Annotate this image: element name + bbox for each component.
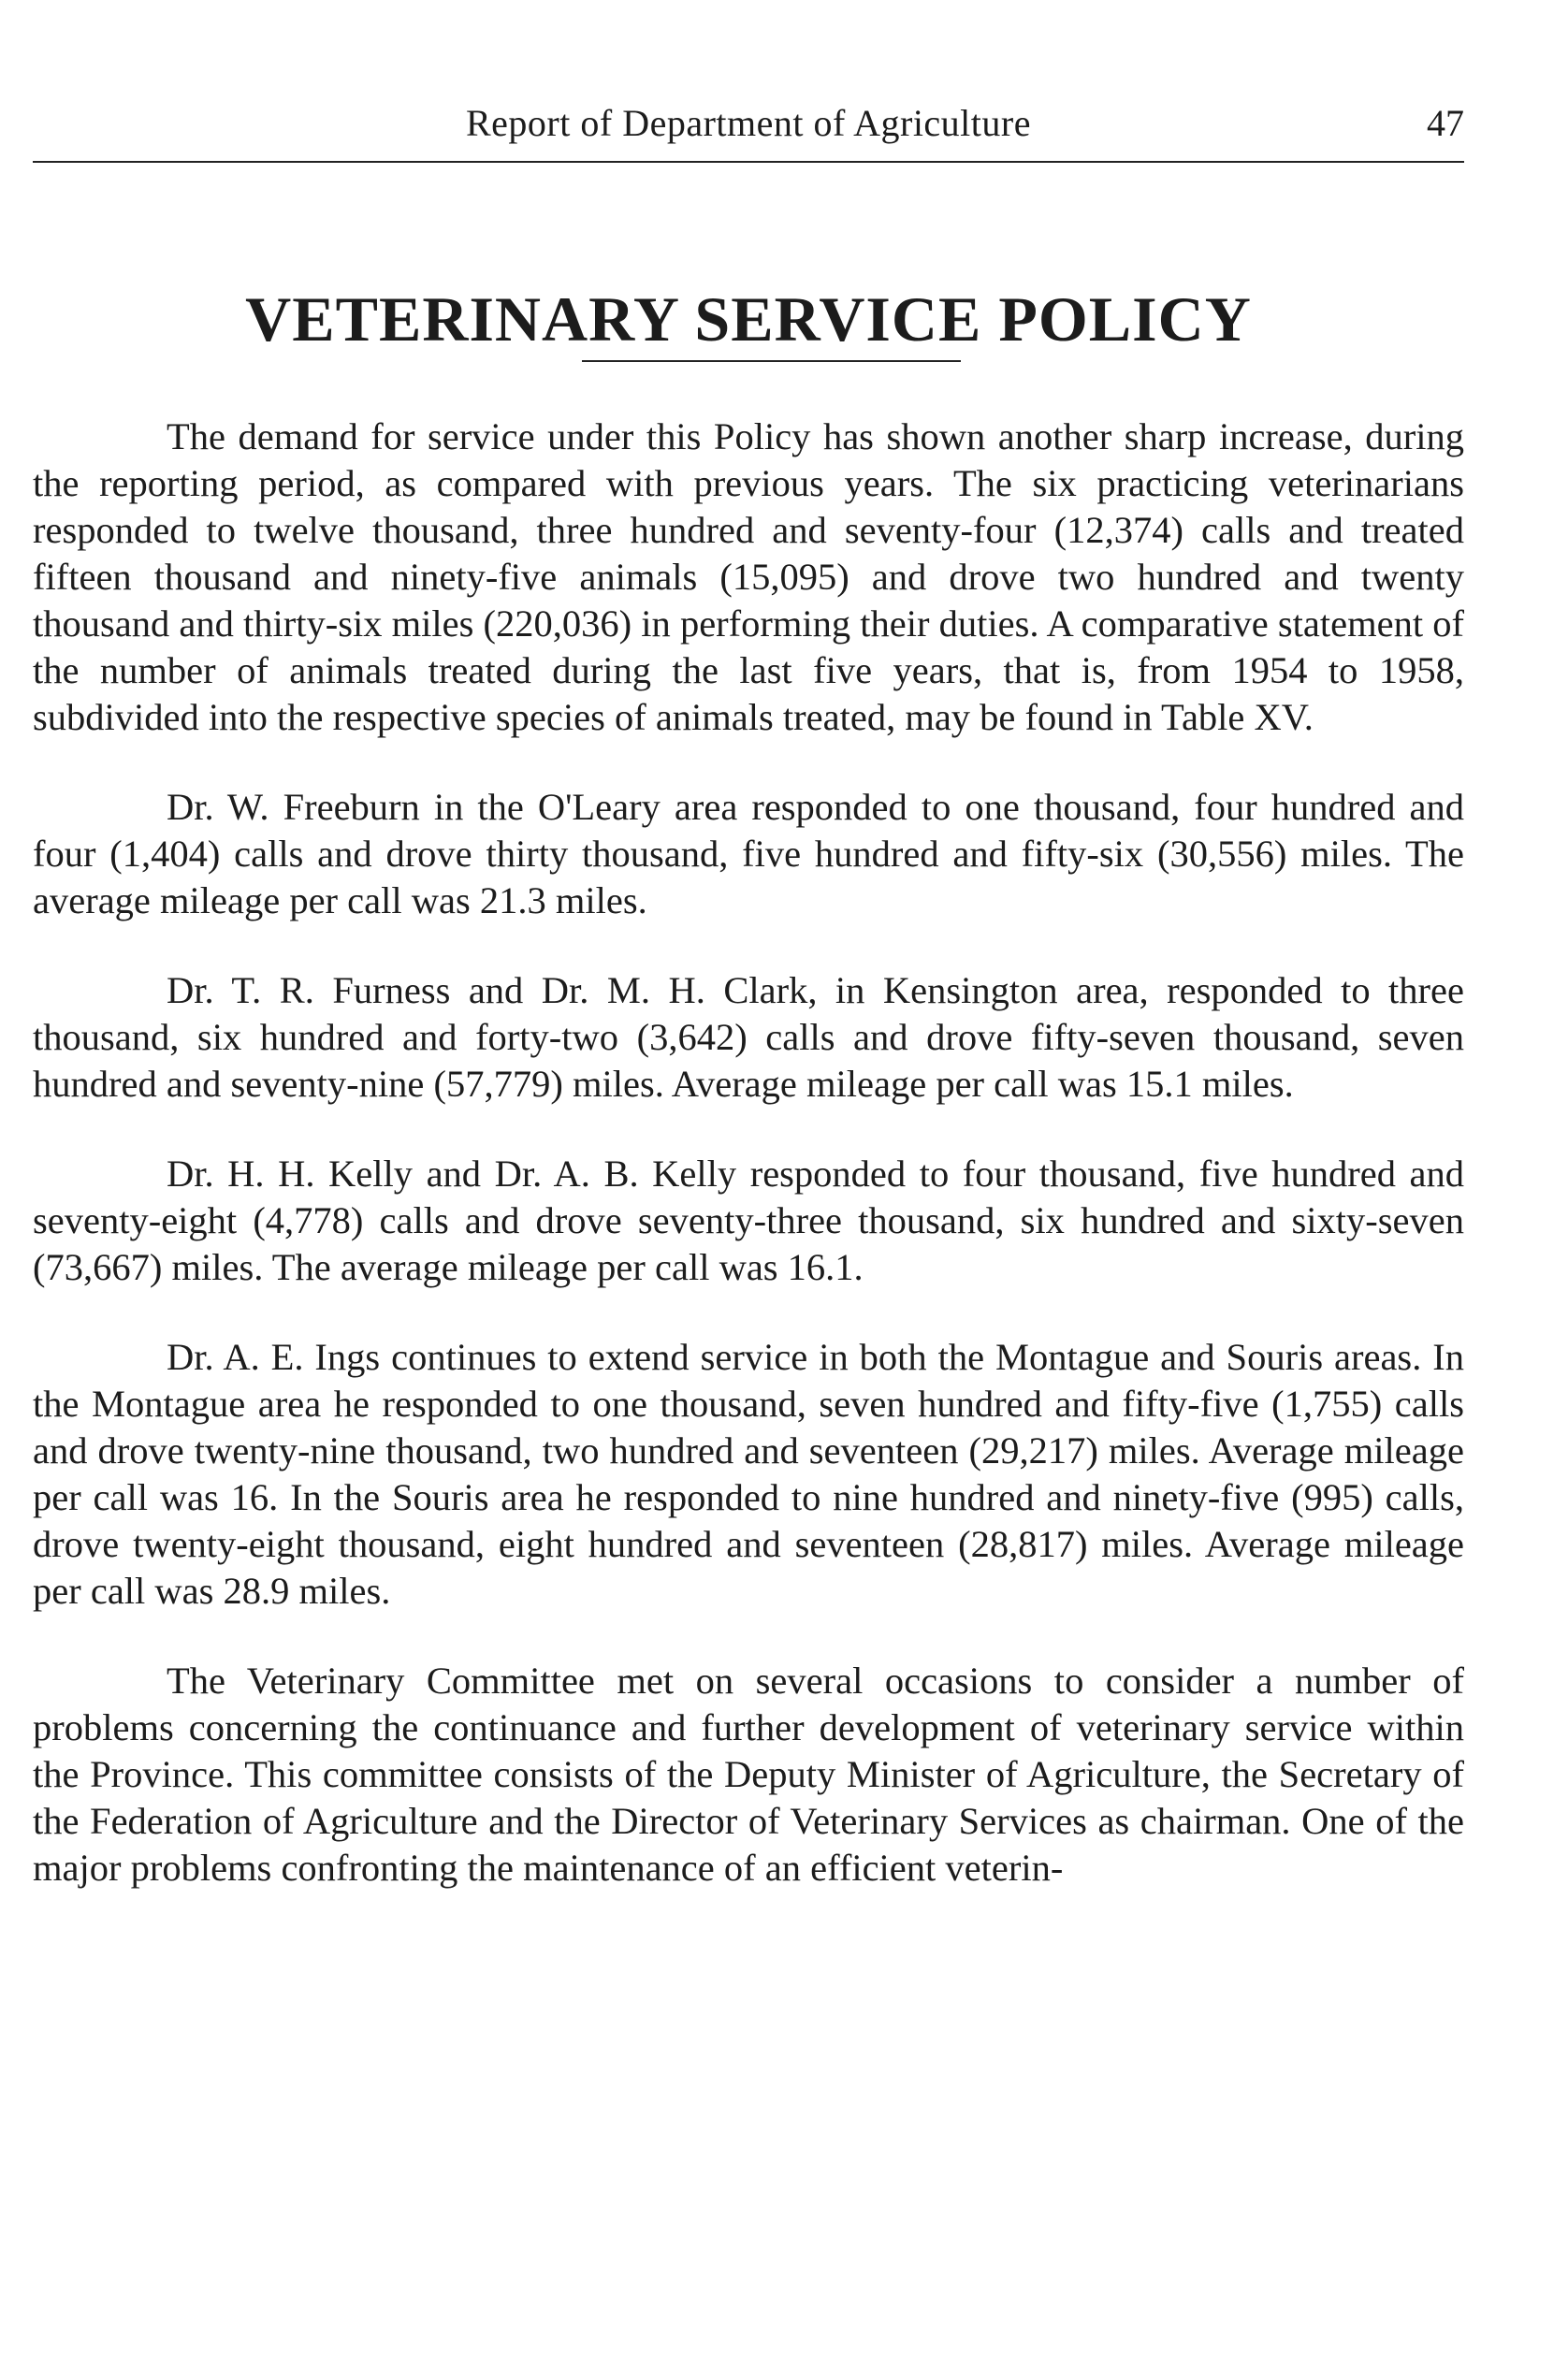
paragraph-intro: The demand for service under this Policy has shown another sharp increase, during the reporting period, as compared with previous years. The six practicing veterinarians responded to twelve thousand, three hundred and seventy-four (12,374) calls and treated fifteen thousand and ninety-five animals (15,095) and drove two hundred and twenty thousand and thirty-six miles (220,036) in performing their duties. A comparative statement of the number of animals treated during the last five years, that is, from 1954 to 1958, subdivided into the respective species of animals treated, may be found in Table XV.	[33, 415, 1464, 738]
running-title: Report of Department of Agriculture	[466, 102, 1031, 144]
title-rule	[582, 360, 961, 362]
paragraph-committee: The Veterinary Committee met on several occasions to consider a number of problems concerning the continuance and further development of veterinary service within the Province. This committee consists of the Deputy Minister of Agriculture, the Secretary of the Federation of Agriculture and the Director of Veterinary Services as chairman. One of the major problems confronting the maintenance of an efficient veterin-	[33, 1660, 1464, 1889]
header-rule	[33, 161, 1464, 163]
section-title: VETERINARY SERVICE POLICY	[245, 283, 1252, 355]
body-text	[33, 413, 1464, 1935]
paragraph-furness-clark: Dr. T. R. Furness and Dr. M. H. Clark, in Kensington area, responded to three thousand, six hundred and forty-two (3,642) calls and drove fifty-seven thousand, seven hundred and seventy-nine (57,779) miles. Average mileage per call was 15.1 miles.	[33, 969, 1464, 1105]
page-number: 47	[1427, 102, 1464, 144]
paragraph-kelly: Dr. H. H. Kelly and Dr. A. B. Kelly responded to four thousand, five hundred and seventy-eight (4,778) calls and drove seventy-three thousand, six hundred and sixty-seven (73,667) miles. The average mileage per call was 16.1.	[33, 1153, 1464, 1288]
document-page	[33, 0, 1464, 2378]
running-header	[33, 95, 1464, 152]
paragraph-freeburn: Dr. W. Freeburn in the O'Leary area responded to one thousand, four hundred and four (1,404) calls and drove thirty thousand, five hundred and fifty-six (30,556) miles. The average mileage per call was 21.3 miles.	[33, 786, 1464, 921]
paragraph-ings: Dr. A. E. Ings continues to extend service in both the Montague and Souris areas. In the Montague area he responded to one thousand, seven hundred and fifty-five (1,755) calls and drove twenty-nine thousand, two hundred and seventeen (29,217) miles. Average mileage per call was 16. In the Souris area he responded to nine hundred and ninety-five (995) calls, drove twenty-eight thousand, eight hundred and seventeen (28,817) miles. Average mileage per call was 28.9 miles.	[33, 1336, 1464, 1612]
